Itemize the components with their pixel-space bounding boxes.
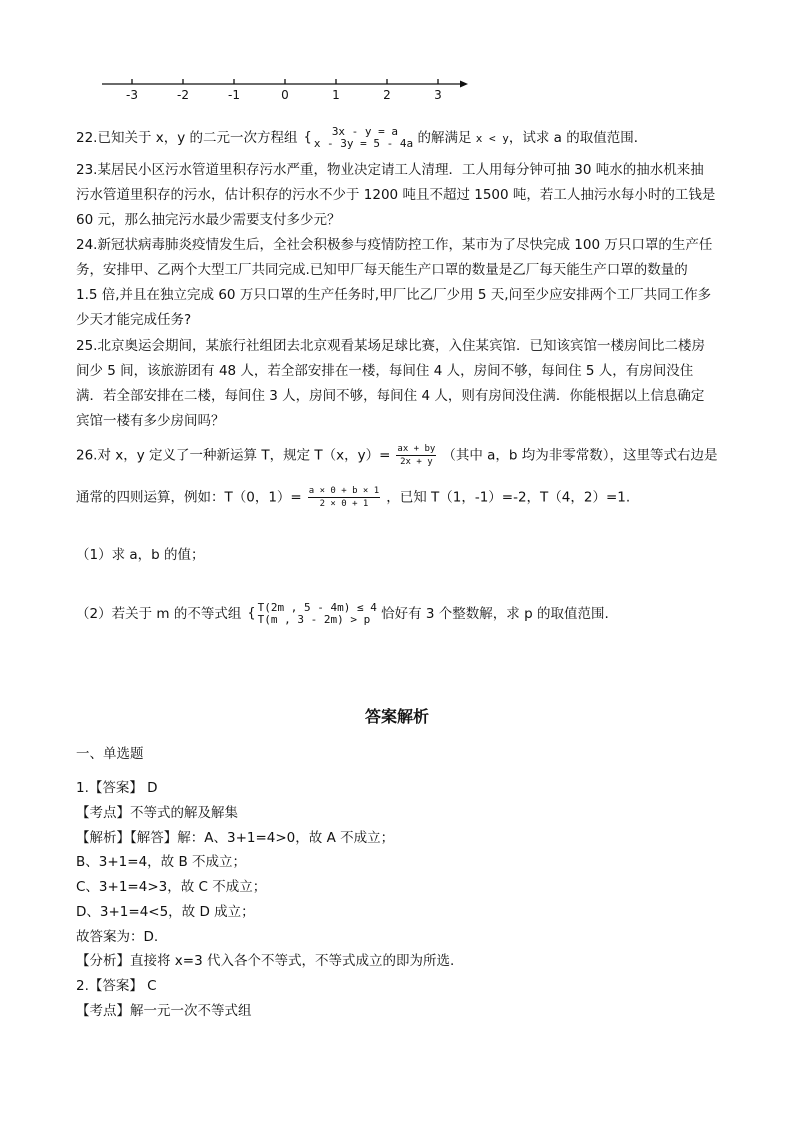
question-22 (76, 126, 647, 150)
fraction-numerator: ax + by (397, 444, 436, 454)
system-brace: { (247, 606, 256, 621)
q22-prefix: 22.已知关于 x，y 的二元一次方程组 (76, 130, 298, 146)
answer-line-2: 【考点】不等式的解及解集 (76, 805, 238, 821)
answer-line-4: B、3+1=4，故 B 不成立； (76, 854, 246, 870)
q26-ineq2: T(m , 3 - 2m) > p (257, 613, 371, 626)
answer-line-8: 【分析】直接将 x=3 代入各个不等式，不等式成立的即为所选. (76, 953, 455, 969)
q26-ineq1: T(2m , 5 - 4m) ≤ 4 (257, 601, 377, 614)
answers-section: 一、单选题 (76, 746, 144, 762)
q24-line-2: 务，安排甲、乙两个大型工厂共同完成.已知甲厂每天能生产口罩的数量是乙厂每天能生产口罩的数量的 (76, 262, 688, 278)
q25-line-3: 满．若全部安排在二楼，每间住 3 人，房间不够，每间住 4 人，则有房间没住满．你能根据以上信息确定 (76, 388, 705, 404)
answer-line-1: 1.【答案】 D (76, 780, 158, 796)
q26-line1-suffix: （其中 a，b 均为非零常数），这里等式右边是 (442, 447, 718, 464)
number-line-tick-label: 1 (332, 88, 340, 102)
q26-line-1 (76, 444, 718, 467)
number-line-tick-label: 0 (281, 88, 289, 102)
q23-line-2: 污水管道里积存的污水，估计积存的污水不少于 1200 吨且不超过 1500 吨，若工人抽污水每小时的工钱是 (76, 187, 716, 203)
q25-line-1: 25.北京奥运会期间，某旅行社组团去北京观看某场足球比赛，入住某宾馆．已知该宾馆一楼房间比二楼房 (76, 338, 705, 354)
answer-line-7: 故答案为：D. (76, 929, 159, 945)
answer-line-9: 2.【答案】 C (76, 978, 157, 994)
q24-line-3: 1.5 倍,并且在独立完成 60 万只口罩的生产任务时,甲厂比乙厂少用 5 天,问至少应安排两个工厂共同工作多 (76, 287, 712, 303)
answer-line-3: 【解析】【解答】解：A、3+1=4>0，故 A 不成立； (76, 830, 395, 846)
q26-part2-suffix: 恰好有 3 个整数解，求 p 的取值范围. (381, 606, 609, 622)
q24-line-4: 少天才能完成任务? (76, 312, 192, 328)
answer-line-5: C、3+1=4>3，故 C 不成立； (76, 879, 267, 895)
answers-title: 答案解析 (364, 707, 429, 726)
fraction-numerator: a × 0 + b × 1 (308, 486, 380, 496)
q26-fraction-definition (396, 444, 436, 467)
fraction-denominator: 2 × 0 + 1 (319, 499, 369, 509)
number-line-tick-label: 2 (383, 88, 391, 102)
answer-line-10: 【考点】解一元一次不等式组 (76, 1003, 252, 1019)
answer-line-6: D、3+1=4<5，故 D 成立； (76, 904, 255, 920)
q25-line-2: 间少 5 间，该旅游团有 48 人，若全部安排在一楼，每间住 4 人，房间不够，每间住 5 人，有房间没住 (76, 363, 694, 379)
q26-inequality-system (258, 602, 377, 626)
q22-suffix: 的解满足 (417, 130, 472, 146)
q26-fraction-example (308, 486, 380, 509)
q22-equation-system (314, 126, 413, 150)
number-line-tick-label: -3 (126, 88, 138, 102)
q26-line2-suffix: ，已知 T（1，-1）=-2，T（4，2）=1. (386, 489, 631, 506)
q22-eq2: x - 3y = 5 - 4a (313, 137, 414, 150)
q26-line2-prefix: 通常的四则运算，例如：T（0，1）= (76, 489, 302, 506)
q23-line-1: 23.某居民小区污水管道里积存污水严重，物业决定请工人清理．工人用每分钟可抽 30 吨水的抽水机来抽 (76, 162, 704, 178)
q22-eq1: 3x - y = a (331, 125, 399, 138)
number-line-tick-label: 3 (434, 88, 442, 102)
number-line-tick-label: -2 (177, 88, 189, 102)
q26-part-1: （1）求 a，b 的值； (76, 547, 205, 563)
q25-line-4: 宾馆一楼有多少房间吗？ (76, 413, 225, 429)
q26-part-2 (76, 602, 609, 626)
q22-condition: x < y (475, 132, 509, 145)
q24-line-1: 24.新冠状病毒肺炎疫情发生后，全社会积极参与疫情防控工作，某市为了尽快完成 100 万只口罩的生产任 (76, 237, 713, 253)
number-line-tick-label: -1 (228, 88, 240, 102)
fraction-denominator: 2x + y (400, 457, 433, 467)
q26-line-2 (76, 486, 630, 509)
q26-line1-prefix: 26.对 x，y 定义了一种新运算 T，规定 T（x，y）= (76, 447, 391, 464)
q22-tail: ，试求 a 的取值范围． (508, 130, 648, 146)
q26-part2-prefix: （2）若关于 m 的不等式组 (76, 606, 242, 622)
system-brace: { (303, 130, 312, 145)
q23-line-3: 60 元，那么抽完污水最少需要支付多少元？ (76, 212, 341, 228)
